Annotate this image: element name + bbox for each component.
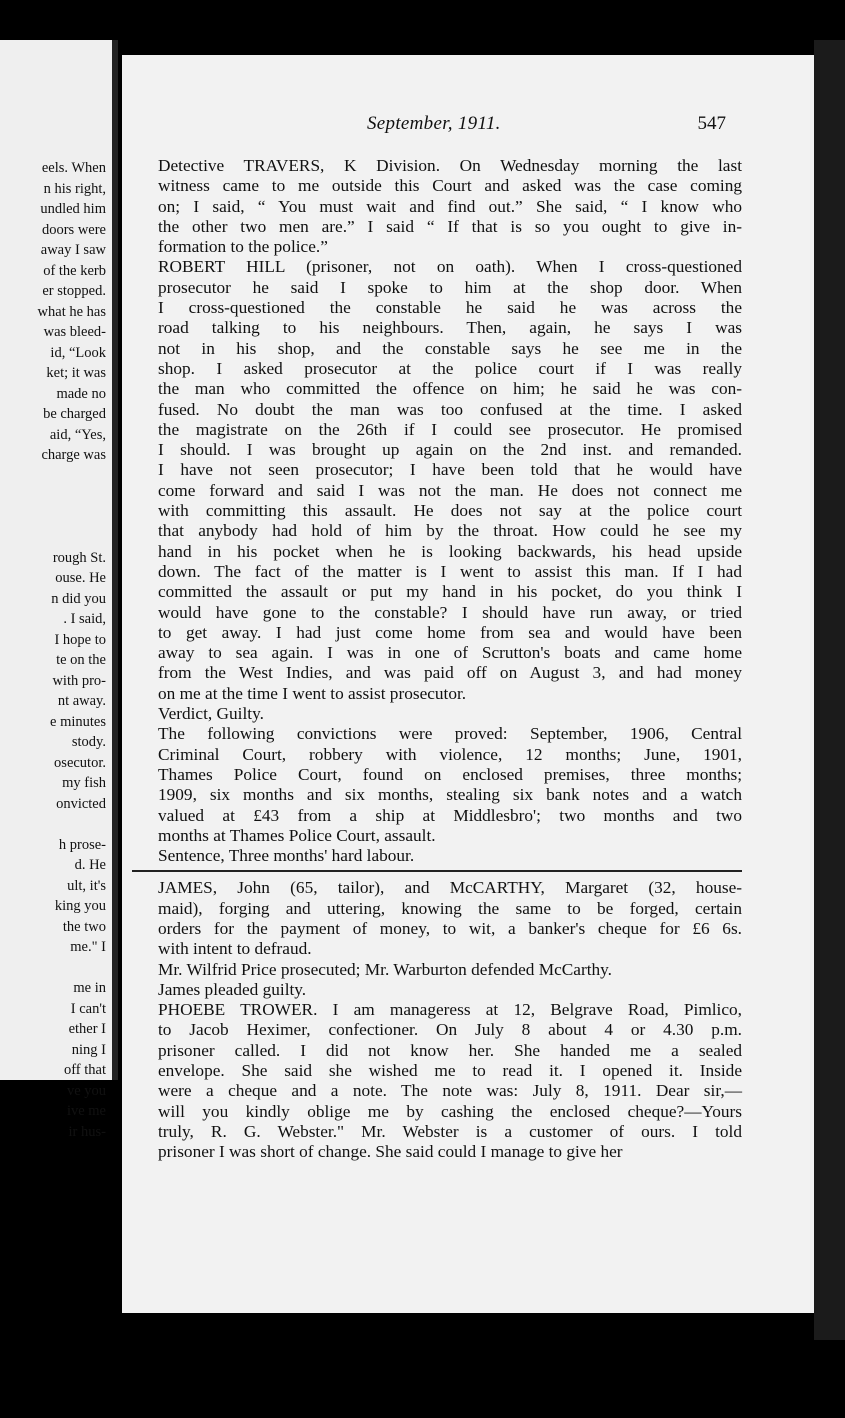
text-line: will you kindly oblige me by cashing the enclosed cheque?—Yours (158, 1101, 742, 1121)
facing-page-line: . I said, (63, 611, 106, 627)
text-line: down. The fact of the matter is I went to assist this man. If I had (158, 561, 742, 581)
facing-page-line: aid, “Yes, (49, 426, 106, 443)
facing-page-line: ir hus- (68, 1123, 106, 1140)
text-line: were a cheque and a note. The note was: July 8, 1911. Dear sir,— (158, 1081, 742, 1101)
facing-page-line: n his right, (43, 180, 106, 197)
text-line: Sentence, Three months' hard labour. (158, 846, 415, 866)
text-line: prosecutor he said I spoke to him at the shop door. When (158, 277, 742, 297)
text-line: I cross-questioned the constable he said he was across the (158, 298, 742, 318)
facing-page-line: my fish (62, 775, 106, 791)
facing-page-line: ket; it was (46, 365, 106, 381)
text-line: maid), forging and uttering, knowing the same to be forged, certain (158, 898, 742, 918)
facing-page-line: ether I (68, 1021, 106, 1037)
text-line: fused. No doubt the man was too confused at the time. I asked (158, 399, 742, 419)
facing-page-line: osecutor. (54, 754, 106, 771)
text-line: the magistrate on the 26th if I could see prosecutor. He promised (158, 419, 742, 439)
header-date: September, 1911. (367, 113, 501, 134)
text-line: the other two men are.” I said “ If that is so you ought to give in- (158, 216, 742, 236)
facing-page-line: eels. When (41, 160, 106, 176)
facing-page-line: rough St. (52, 549, 106, 566)
facing-page-line: nt away. (57, 693, 106, 709)
facing-page-line: ult, it's (67, 877, 106, 894)
text-line: formation to the police.” (158, 237, 328, 257)
facing-page-edge (0, 40, 118, 1140)
facing-page-line: stody. (71, 734, 106, 750)
text-line: come forward and said I was not the man. He does not connect me (158, 480, 742, 500)
paragraph-travers-statement (132, 156, 742, 257)
text-line: to Jacob Heximer, confectioner. On July 8 about 4 or 4.30 p.m. (158, 1020, 742, 1040)
facing-page-line: king you (54, 898, 106, 914)
text-line: that anybody had hold of him by the throat. How could he see my (158, 521, 742, 541)
paragraph-counsel (132, 960, 742, 980)
text-line: Criminal Court, robbery with violence, 12 months; June, 1901, (158, 744, 742, 764)
paragraph-robert-hill-statement (132, 257, 742, 704)
text-line: truly, R. G. Webster." Mr. Webster is a customer of ours. I told (158, 1121, 742, 1141)
text-line: from the West Indies, and was paid off on August 3, and had money (158, 663, 742, 683)
text-line: prisoner I was short of change. She said could I manage to give her (158, 1142, 623, 1162)
page (122, 55, 814, 1313)
text-line: committed the assault or put my hand in his pocket, do you think I (158, 582, 742, 602)
facing-page-line: was bleed- (43, 324, 106, 340)
facing-page-line: the two (62, 918, 106, 935)
text-line: the man who committed the offence on him; he said he was con- (158, 379, 742, 399)
facing-page-line: undled him (40, 201, 106, 217)
paragraph-james-mccarthy-case (132, 878, 742, 959)
facing-page-line: er stopped. (42, 283, 106, 299)
text-line: with committing this assault. He does not say at the police court (158, 501, 742, 521)
paragraph-phoebe-trower-statement (132, 1000, 742, 1162)
text-line: I have not seen prosecutor; I have been told that he would have (158, 460, 742, 480)
facing-page-line: ouse. He (55, 570, 106, 586)
text-line: not in his shop, and the constable says he see me in the (158, 338, 742, 358)
text-line: to get away. I had just come home from sea and would have been (158, 622, 742, 642)
facing-page-line: me." I (70, 939, 106, 955)
facing-page-line: of the kerb (43, 262, 106, 279)
facing-page-line: made no (56, 385, 106, 402)
text-line: on; I said, “ You must wait and find out.” She said, “ I know who (158, 196, 742, 216)
section-divider (132, 870, 742, 872)
text-line: PHOEBE TROWER. I am manageress at 12, Belgrave Road, Pimlico, (158, 1000, 742, 1020)
facing-page-line: n did you (51, 590, 106, 607)
paragraph-sentence (132, 846, 742, 866)
text-line: hand in his pocket when he is looking backwards, his head upside (158, 541, 742, 561)
facing-page-line: I hope to (54, 631, 106, 648)
text-line: Thames Police Court, found on enclosed premises, three months; (158, 764, 742, 784)
facing-page-line: d. He (74, 857, 106, 873)
text-line: envelope. She said she wished me to read it. I opened it. Inside (158, 1061, 742, 1081)
facing-page-line: off that (63, 1062, 106, 1078)
facing-page-line: doors were (41, 221, 106, 238)
facing-page-line: with pro- (52, 672, 106, 689)
paragraph-convictions (132, 724, 742, 846)
text-line: JAMES, John (65, tailor), and McCARTHY, Margaret (32, house- (158, 878, 742, 898)
page-number: 547 (697, 113, 726, 134)
facing-page-line: onvicted (56, 795, 106, 812)
facing-page-line: h prose- (58, 836, 106, 853)
text-line: away to sea again. I was in one of Scrutton's boats and came home (158, 643, 742, 663)
facing-page-line: away I saw (40, 242, 106, 258)
text-line: witness came to me outside this Court and asked was the case coming (158, 176, 742, 196)
facing-page-line: ning I (71, 1041, 106, 1058)
facing-page-line: ive me (66, 1103, 106, 1119)
text-line: would have gone to the constable? I should have run away, or tried (158, 602, 742, 622)
facing-page-line: what he has (37, 303, 106, 320)
text-line: ROBERT HILL (prisoner, not on oath). When I cross-questioned (158, 257, 742, 277)
facing-page-line: e minutes (50, 713, 106, 730)
text-line: 1909, six months and six months, stealing six bank notes and a watch (158, 785, 742, 805)
text-line: I should. I was brought up again on the 2nd inst. and remanded. (158, 440, 742, 460)
text-line: Detective TRAVERS, K Division. On Wednesday morning the last (158, 156, 742, 175)
facing-page-line: ve you (66, 1082, 106, 1099)
paragraph-verdict (132, 704, 742, 724)
text-line: months at Thames Police Court, assault. (158, 825, 436, 845)
text-line: James pleaded guilty. (158, 979, 307, 999)
text-line: with intent to defraud. (158, 939, 312, 959)
facing-page-line: be charged (43, 406, 106, 422)
facing-page-line: me in (73, 980, 106, 996)
text-line: road talking to his neighbours. Then, again, he says I was (158, 318, 742, 338)
text-line: Mr. Wilfrid Price prosecuted; Mr. Warburton defended McCarthy. (158, 959, 612, 979)
text-line: on me at the time I went to assist prosecutor. (158, 683, 467, 703)
text-line: prisoner called. I did not know her. She handed me a sealed (158, 1040, 742, 1060)
text-line: orders for the payment of money, to wit, a banker's cheque for £6 6s. (158, 918, 742, 938)
facing-page-line: charge was (41, 447, 106, 463)
body-text (132, 156, 742, 1163)
facing-page-line: id, “Look (50, 344, 106, 361)
text-line: The following convictions were proved: September, 1906, Central (158, 724, 742, 744)
facing-page-line: I can't (70, 1000, 106, 1017)
running-header (122, 113, 814, 139)
paragraph-plea (132, 980, 742, 1000)
facing-page-line: te on the (56, 652, 106, 668)
text-line: Verdict, Guilty. (158, 704, 264, 724)
text-line: valued at £43 from a ship at Middlesbro'; two months and two (158, 805, 742, 825)
book-edge (814, 40, 845, 1340)
text-line: shop. I asked prosecutor at the police court if I was really (158, 358, 742, 378)
